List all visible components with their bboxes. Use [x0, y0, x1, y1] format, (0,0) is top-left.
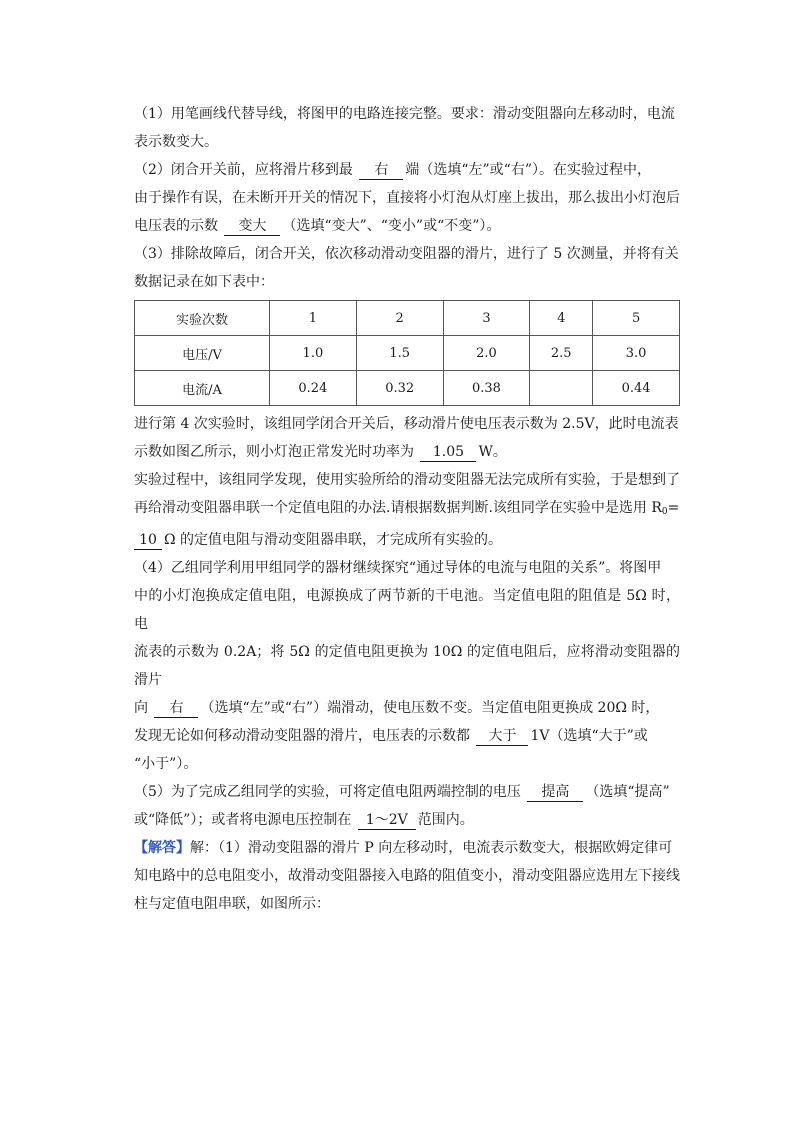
answer-line-2	[134, 862, 680, 890]
answer-blank: 1～2V	[358, 811, 416, 830]
answer-line-1	[134, 834, 680, 862]
table-cell: 0.38	[443, 371, 530, 406]
subscript: 0	[661, 507, 668, 517]
q1-line-1	[134, 100, 680, 128]
q2-text: 电压表的示数	[134, 218, 223, 234]
q4-text: 发现无论如何移动滑动变阻器的滑片，电压表的示数都	[134, 728, 475, 744]
q3-text: 示数如图乙所示，则小灯泡正常发光时功率为	[134, 444, 419, 460]
q2-text: （2）闭合开关前，应将滑片移到最	[134, 162, 358, 178]
answer-blank: 右	[359, 161, 403, 180]
answer-label: 【解答】	[134, 840, 190, 856]
answer-line-3	[134, 890, 680, 918]
q5-text: 范围内。	[417, 812, 474, 828]
q3-text: （3）排除故障后，闭合开关，依次移动滑动变阻器的滑片，进行了 5 次测量，并将有关	[134, 246, 679, 262]
q3-line-5	[134, 466, 680, 494]
table-header-cell: 实验次数	[135, 301, 270, 336]
document-body	[134, 100, 680, 918]
q5-text: （5）为了完成乙组同学的实验，可将定值电阻两端控制的电压	[134, 784, 526, 800]
table-cell: 2.5	[530, 336, 593, 371]
q3-text: W。	[478, 444, 507, 460]
table-header-cell: 1	[270, 301, 357, 336]
q2-text: 端（选填“左”或“右”）。在实验过程中，	[405, 162, 651, 178]
q4-text: 中的小灯泡换成定值电阻，电源换成了两节新的干电池。当定值电阻的阻值是 5Ω 时，电	[134, 588, 680, 632]
table-cell: 1.0	[270, 336, 357, 371]
q3-text: 进行第 4 次实验时，该组同学闭合开关后，移动滑片使电压表示数为 2.5V，此时电流表	[134, 416, 679, 432]
q4-text: 向	[134, 700, 153, 716]
q3-line-3	[134, 410, 680, 438]
table-header-cell: 2	[356, 301, 443, 336]
q3-line-4	[134, 438, 680, 466]
q2-text: （选填“变大”、“变小”或“不变”）。	[282, 218, 501, 234]
table-cell: 3.0	[593, 336, 680, 371]
q3-text: 数据记录在如下表中：	[134, 274, 274, 290]
answer-blank: 提高	[527, 783, 583, 802]
table-cell	[530, 371, 593, 406]
answer-blank: 10	[134, 531, 162, 550]
table-header-row	[135, 301, 680, 336]
table-row	[135, 336, 680, 371]
answer-blank: 1.05	[420, 443, 476, 462]
q3-text: 再给滑动变阻器串联一个定值电阻的办法.请根据数据判断.该组同学在实验中是选用 R	[134, 500, 662, 516]
table-header-cell: 3	[443, 301, 530, 336]
table-header-cell: 5	[593, 301, 680, 336]
table-cell: 0.24	[270, 371, 357, 406]
q4-line-4	[134, 694, 680, 722]
q5-line-2	[134, 806, 680, 834]
table-cell: 0.44	[593, 371, 680, 406]
q2-line-2	[134, 184, 680, 212]
q2-line-3	[134, 212, 680, 240]
q3-text: =	[667, 500, 680, 516]
q1-text: （1）用笔画线代替导线，将图甲的电路连接完整。要求：滑动变阻器向左移动时，电流	[134, 106, 675, 122]
q4-text: “小于”）。	[134, 756, 198, 772]
q4-line-2	[134, 582, 680, 638]
table-cell: 电压/V	[135, 336, 270, 371]
answer-text: 知电路中的总电阻变小，故滑动变阻器接入电路的阻值变小，滑动变阻器应选用左下接线	[134, 868, 680, 884]
answer-blank: 变大	[224, 217, 280, 236]
q3-line-2	[134, 268, 680, 296]
q3-text: Ω 的定值电阻与滑动变阻器串联，才完成所有实验的。	[164, 532, 503, 548]
q5-line-1	[134, 778, 680, 806]
answer-text: 解：（1）滑动变阻器的滑片 P 向左移动时，电流表示数变大，根据欧姆定律可	[190, 840, 673, 856]
data-table	[134, 300, 680, 406]
q3-text: 实验过程中，该组同学发现，使用实验所给的滑动变阻器无法完成所有实验，于是想到了	[134, 472, 680, 488]
table-row	[135, 371, 680, 406]
q4-line-1	[134, 554, 680, 582]
table-header-cell: 4	[530, 301, 593, 336]
q3-line-6	[134, 494, 680, 526]
table-cell: 2.0	[443, 336, 530, 371]
q4-text: （4）乙组同学利用甲组同学的器材继续探究“通过导体的电流与电阻的关系”。将图甲	[134, 560, 662, 576]
q1-text: 表示数变大。	[134, 134, 218, 150]
table-cell: 电流/A	[135, 371, 270, 406]
q2-text: 由于操作有误，在未断开开关的情况下，直接将小灯泡从灯座上拔出，那么拔出小灯泡后	[134, 190, 680, 206]
q4-line-6	[134, 750, 680, 778]
q3-line-1	[134, 240, 680, 268]
q3-line-7	[134, 526, 680, 554]
q4-line-3	[134, 638, 680, 694]
answer-text: 柱与定值电阻串联，如图所示：	[134, 896, 330, 912]
answer-blank: 右	[154, 699, 198, 718]
q4-line-5	[134, 722, 680, 750]
q4-text: 1V（选填“大于”或	[530, 728, 648, 744]
answer-blank: 大于	[476, 727, 528, 746]
table-cell: 1.5	[356, 336, 443, 371]
q4-text: （选填“左”或“右”）端滑动，使电压数不变。当定值电阻更换成 20Ω 时，	[200, 700, 660, 716]
q5-text: 或“降低”）；或者将电源电压控制在	[134, 812, 356, 828]
q2-line-1	[134, 156, 680, 184]
q5-text: （选填“提高”	[585, 784, 670, 800]
q1-line-2	[134, 128, 680, 156]
table-cell: 0.32	[356, 371, 443, 406]
q4-text: 流表的示数为 0.2A；将 5Ω 的定值电阻更换为 10Ω 的定值电阻后，应将滑动变阻器的滑片	[134, 644, 680, 688]
